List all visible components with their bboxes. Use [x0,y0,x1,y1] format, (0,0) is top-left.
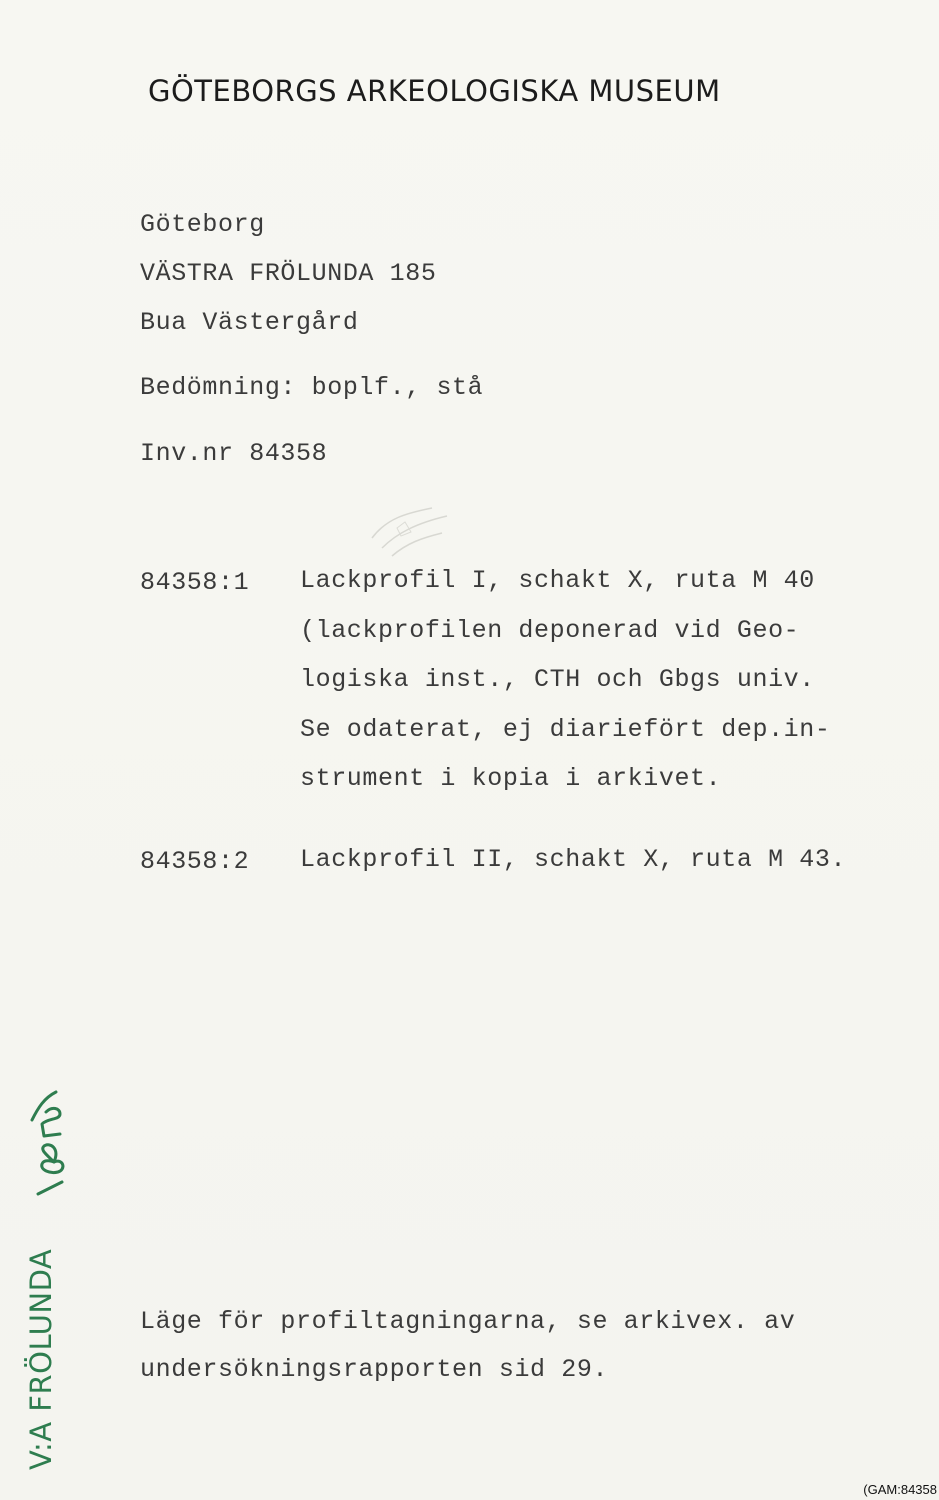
entry-description [300,556,830,804]
entry-line: (lackprofilen deponerad vid Geo- [300,615,800,645]
archive-label: (GAM:84358 [863,1482,937,1497]
assessment-line: Bedömning: boplf., stå [140,373,484,402]
inventory-number: Inv.nr 84358 [140,439,328,468]
entry-number: 84358:2 [140,847,250,876]
entry-line: Lackprofil I, schakt X, ruta M 40 [300,566,815,595]
entry-number: 84358:1 [140,568,250,597]
side-stamp: V:A FRÖLUNDA [24,1248,58,1470]
location-parish: VÄSTRA FRÖLUNDA 185 [140,259,437,288]
location-city: Göteborg [140,210,265,239]
museum-title: GÖTEBORGS ARKEOLOGISKA MUSEUM [148,74,721,108]
archive-label-text: GAM:84358 [867,1482,937,1497]
handwritten-number-icon [26,1090,74,1200]
entry-line: logiska inst., CTH och Gbgs univ. [300,665,815,694]
location-site: Bua Västergård [140,308,359,337]
footer-note-line-2: undersökningsrapporten sid 29. [140,1355,609,1384]
entry-line: strument i kopia i arkivet. [300,764,722,793]
footer-note-line-1: Läge för profiltagningarna, se arkivex. av [140,1307,796,1336]
entry-line: Lackprofil II, schakt X, ruta M 43. [300,845,847,874]
entry-description [300,835,846,885]
entry-line: Se odaterat, ej diariefört dep.in- [300,714,831,744]
